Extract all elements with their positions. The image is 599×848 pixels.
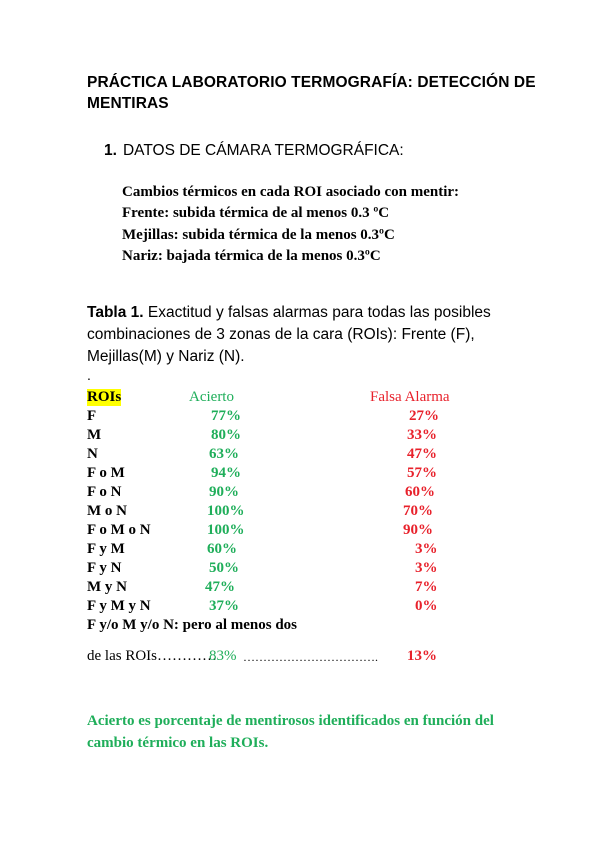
combined-falsa: 13% bbox=[407, 648, 437, 664]
table-row: N 63% 47% bbox=[87, 446, 437, 462]
table-row: M o N 100% 70% bbox=[87, 503, 433, 519]
section-number: 1. bbox=[104, 142, 117, 159]
stray-dot: . bbox=[87, 367, 91, 383]
combined-label: F y/o M y/o N: pero al menos dos bbox=[87, 617, 297, 633]
acierto-definition-note: Acierto es porcentaje de mentirosos identificados en función del cambio térmico en las ROIs. bbox=[87, 713, 494, 751]
header-rois: ROIs bbox=[87, 389, 122, 405]
table-row: M y N 47% 7% bbox=[87, 579, 438, 595]
table-header-row bbox=[0, 389, 599, 408]
cambios-frente: Frente: subida térmica de al menos 0.3 ºC bbox=[122, 205, 390, 221]
table-caption-line-1: Tabla 1. Exactitud y falsas alarmas para todas las posibles bbox=[87, 304, 491, 321]
combined-acierto: 83% bbox=[209, 648, 237, 664]
table-row: F 77% 27% bbox=[87, 408, 439, 424]
document-title-line-2: MENTIRAS bbox=[87, 95, 169, 112]
section-heading bbox=[104, 142, 404, 160]
section-label: DATOS DE CÁMARA TERMOGRÁFICA: bbox=[122, 142, 404, 159]
cambios-intro: Cambios térmicos en cada ROI asociado con mentir: bbox=[122, 184, 460, 200]
table-row: F y M y N 37% 0% bbox=[87, 598, 438, 614]
table-caption bbox=[87, 302, 527, 368]
table-row-combined bbox=[0, 617, 599, 636]
table-label: Tabla 1. bbox=[87, 304, 144, 321]
table-caption-line-3: Mejillas(M) y Nariz (N). bbox=[87, 348, 245, 365]
header-acierto: Acierto bbox=[189, 389, 234, 405]
table-caption-line-2: combinaciones de 3 zonas de la cara (ROIs): Frente (F), bbox=[87, 326, 475, 343]
table-row: M 80% 33% bbox=[87, 427, 437, 443]
document-title-line-1: PRÁCTICA LABORATORIO TERMOGRAFÍA: DETECCIÓN DE bbox=[87, 74, 536, 91]
table-row-combined-values bbox=[0, 648, 599, 667]
table-row: F o N 90% 60% bbox=[87, 484, 435, 500]
table-row: F y N 50% 3% bbox=[87, 560, 438, 576]
table-row: F o M 94% 57% bbox=[87, 465, 437, 481]
combined-dots: ……………………………. bbox=[243, 650, 378, 664]
combined-label-continued: de las ROIs………… bbox=[87, 648, 217, 664]
cambios-mejillas: Mejillas: subida térmica de la menos 0.3ºC bbox=[122, 227, 395, 243]
cambios-nariz: Nariz: bajada térmica de la menos 0.3ºC bbox=[122, 248, 381, 264]
table-row: F o M o N 100% 90% bbox=[87, 522, 433, 538]
header-falsa-alarma: Falsa Alarma bbox=[370, 389, 450, 405]
table-row: F y M 60% 3% bbox=[87, 541, 438, 557]
